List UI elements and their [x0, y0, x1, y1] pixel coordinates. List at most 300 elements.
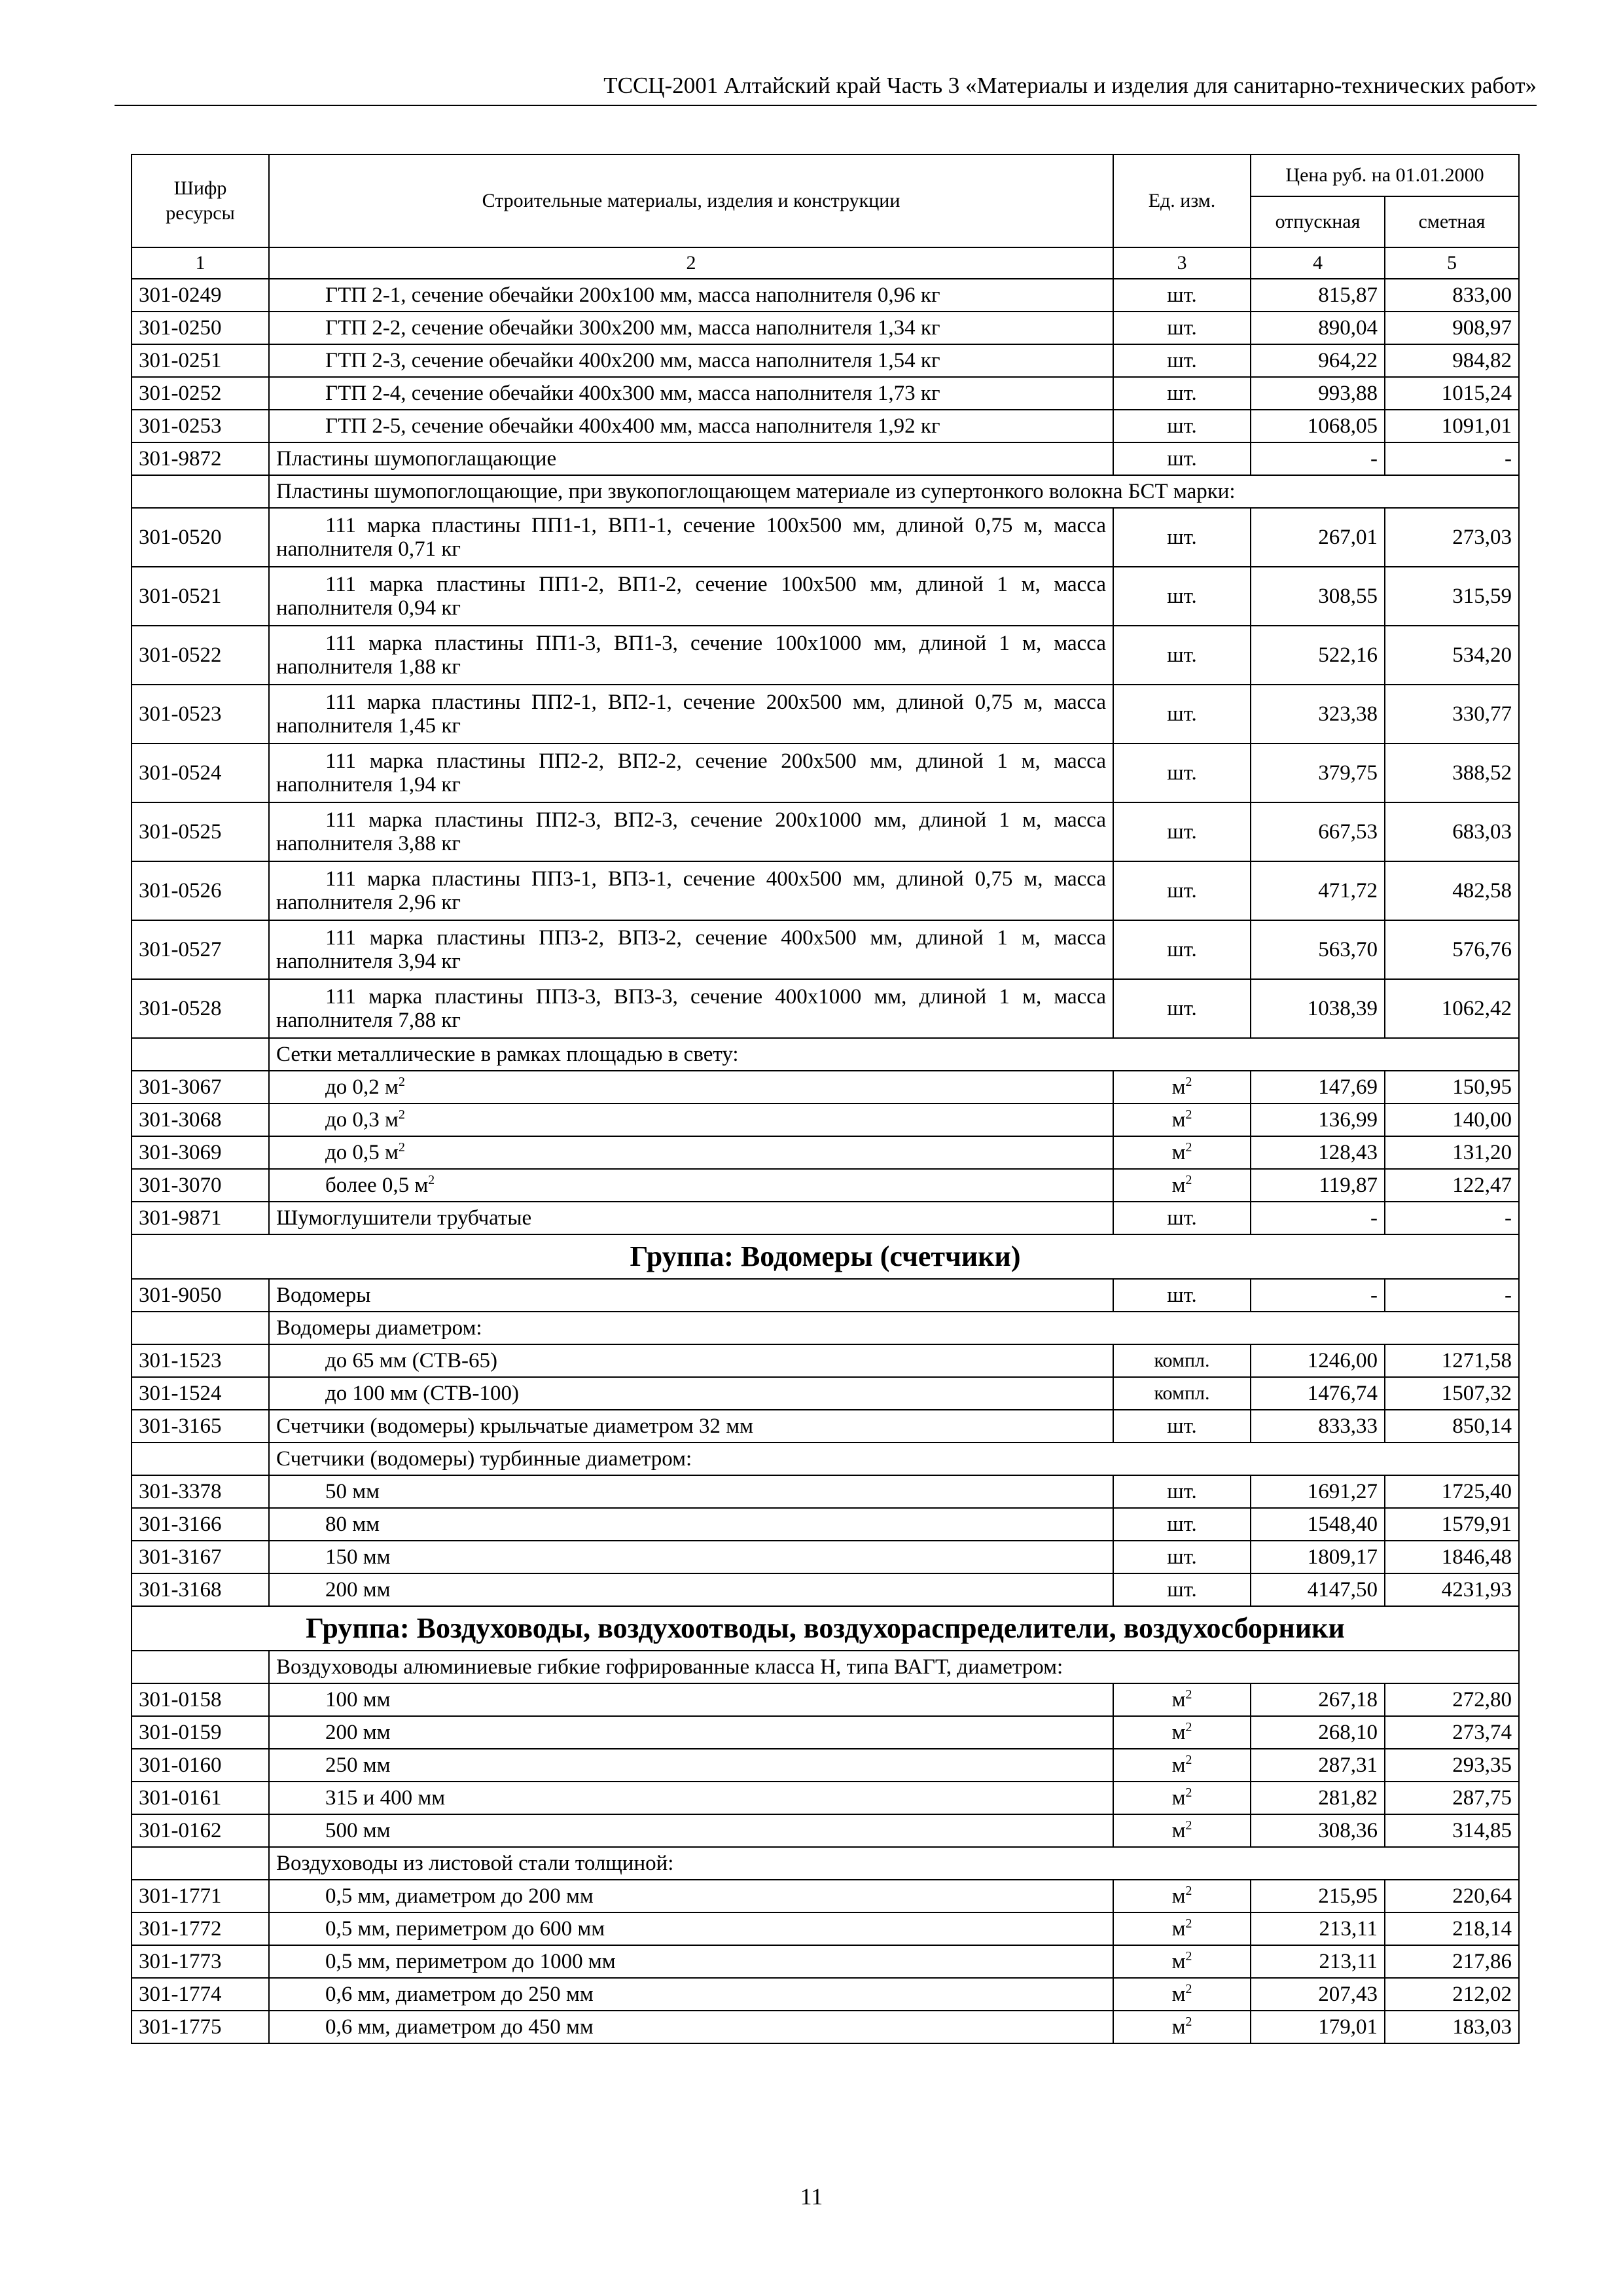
code-cell: 301-1772: [132, 1912, 269, 1945]
price-estimate-cell: 218,14: [1385, 1912, 1519, 1945]
unit-cell: [1113, 1912, 1251, 1945]
unit-cell: шт.: [1113, 685, 1251, 744]
cell-text: м: [1171, 1688, 1186, 1712]
unit-cell: [1113, 1978, 1251, 2011]
code-cell: 301-0252: [132, 377, 269, 410]
name-cell: 200 мм: [269, 1716, 1113, 1749]
cell-text: м: [1171, 1917, 1186, 1941]
table-row: [132, 1344, 1519, 1377]
price-release-cell: 128,43: [1251, 1136, 1385, 1169]
table-row: [132, 1573, 1519, 1606]
price-estimate-cell: 287,75: [1385, 1782, 1519, 1814]
price-estimate-cell: 1062,42: [1385, 979, 1519, 1038]
table-row: [132, 1945, 1519, 1978]
unit-cell: шт.: [1113, 1541, 1251, 1573]
price-estimate-cell: 131,20: [1385, 1136, 1519, 1169]
price-release-cell: 471,72: [1251, 861, 1385, 920]
price-release-cell: -: [1251, 1279, 1385, 1312]
superscript: 2: [1185, 1949, 1192, 1964]
cell-text: м: [1171, 1075, 1186, 1099]
price-release-cell: 993,88: [1251, 377, 1385, 410]
name-cell: ГТП 2-3, сечение обечайки 400х200 мм, масса наполнителя 1,54 кг: [269, 344, 1113, 377]
name-cell: 80 мм: [269, 1508, 1113, 1541]
price-estimate-cell: 314,85: [1385, 1814, 1519, 1847]
price-release-cell: 563,70: [1251, 920, 1385, 979]
section-title: Сетки металлические в рамках площадью в свету:: [269, 1038, 1519, 1071]
column-number: 2: [269, 247, 1113, 279]
section-title: Водомеры диаметром:: [269, 1312, 1519, 1344]
name-cell: ГТП 2-4, сечение обечайки 400х300 мм, масса наполнителя 1,73 кг: [269, 377, 1113, 410]
name-cell: 111 марка пластины ПП2-3, ВП2-3, сечение 200х1000 мм, длиной 1 м, масса наполнителя 3,88 кг: [269, 802, 1113, 861]
price-release-cell: 213,11: [1251, 1912, 1385, 1945]
price-release-cell: 833,33: [1251, 1410, 1385, 1443]
price-release-cell: 1809,17: [1251, 1541, 1385, 1573]
price-release-cell: 213,11: [1251, 1945, 1385, 1978]
price-estimate-cell: 140,00: [1385, 1103, 1519, 1136]
price-release-cell: 136,99: [1251, 1103, 1385, 1136]
price-release-cell: 964,22: [1251, 344, 1385, 377]
superscript: 2: [398, 1107, 405, 1122]
section-row: [132, 475, 1519, 508]
unit-cell: шт.: [1113, 410, 1251, 442]
section-row: [132, 1038, 1519, 1071]
cell-text: м: [1171, 1819, 1186, 1842]
table-row: [132, 626, 1519, 685]
code-cell: 301-1524: [132, 1377, 269, 1410]
name-cell: 111 марка пластины ПП3-3, ВП3-3, сечение 400х1000 мм, длиной 1 м, масса наполнителя 7,88 кг: [269, 979, 1113, 1038]
name-cell: Шумоглушители трубчатые: [269, 1202, 1113, 1234]
code-cell: 301-9871: [132, 1202, 269, 1234]
name-cell: 100 мм: [269, 1683, 1113, 1716]
unit-cell: шт.: [1113, 802, 1251, 861]
superscript: 2: [1185, 1884, 1192, 1898]
name-cell: [269, 1136, 1113, 1169]
price-estimate-cell: -: [1385, 1279, 1519, 1312]
table-row: [132, 508, 1519, 567]
unit-cell: [1113, 1169, 1251, 1202]
price-release-cell: 147,69: [1251, 1071, 1385, 1103]
name-cell: [269, 1169, 1113, 1202]
price-estimate-cell: 1725,40: [1385, 1475, 1519, 1508]
header-price-release: отпускная: [1251, 196, 1385, 247]
price-estimate-cell: 850,14: [1385, 1410, 1519, 1443]
name-cell: 111 марка пластины ПП1-2, ВП1-2, сечение 100х500 мм, длиной 1 м, масса наполнителя 0,94 кг: [269, 567, 1113, 626]
name-cell: 0,5 мм, периметром до 600 мм: [269, 1912, 1113, 1945]
section-row: [132, 1312, 1519, 1344]
name-cell: до 100 мм (СТВ-100): [269, 1377, 1113, 1410]
price-estimate-cell: 984,82: [1385, 344, 1519, 377]
code-cell: 301-0158: [132, 1683, 269, 1716]
column-number: 4: [1251, 247, 1385, 279]
cell-text: м: [1171, 1174, 1186, 1197]
price-release-cell: 281,82: [1251, 1782, 1385, 1814]
table-row: [132, 802, 1519, 861]
superscript: 2: [1185, 1107, 1192, 1122]
unit-cell: [1113, 1782, 1251, 1814]
price-release-cell: 1246,00: [1251, 1344, 1385, 1377]
name-cell: 250 мм: [269, 1749, 1113, 1782]
price-release-cell: 308,55: [1251, 567, 1385, 626]
price-estimate-cell: 217,86: [1385, 1945, 1519, 1978]
name-cell: Водомеры: [269, 1279, 1113, 1312]
price-estimate-cell: 220,64: [1385, 1880, 1519, 1912]
price-estimate-cell: 273,03: [1385, 508, 1519, 567]
price-release-cell: 379,75: [1251, 744, 1385, 802]
price-release-cell: 215,95: [1251, 1880, 1385, 1912]
name-cell: ГТП 2-2, сечение обечайки 300х200 мм, масса наполнителя 1,34 кг: [269, 312, 1113, 344]
table-row: [132, 1880, 1519, 1912]
unit-cell: шт.: [1113, 979, 1251, 1038]
cell-text: м: [1171, 1141, 1186, 1164]
code-cell: [132, 1443, 269, 1475]
price-estimate-cell: 534,20: [1385, 626, 1519, 685]
superscript: 2: [1185, 1140, 1192, 1155]
header-price-estimate: сметная: [1385, 196, 1519, 247]
price-release-cell: 1691,27: [1251, 1475, 1385, 1508]
name-cell: 111 марка пластины ПП2-1, ВП2-1, сечение 200х500 мм, длиной 0,75 м, масса наполнителя 1,45 кг: [269, 685, 1113, 744]
table-row: [132, 1475, 1519, 1508]
cell-text: м: [1171, 2015, 1186, 2039]
name-cell: 111 марка пластины ПП2-2, ВП2-2, сечение 200х500 мм, длиной 1 м, масса наполнителя 1,94 кг: [269, 744, 1113, 802]
unit-cell: шт.: [1113, 377, 1251, 410]
code-cell: 301-0161: [132, 1782, 269, 1814]
table-row: [132, 1716, 1519, 1749]
cell-text: м: [1171, 1982, 1186, 2006]
cell-text: до 0,5 м: [325, 1141, 399, 1164]
code-cell: 301-0251: [132, 344, 269, 377]
price-estimate-cell: 908,97: [1385, 312, 1519, 344]
code-cell: 301-0250: [132, 312, 269, 344]
cell-text: более 0,5 м: [325, 1174, 429, 1197]
name-cell: ГТП 2-1, сечение обечайки 200х100 мм, масса наполнителя 0,96 кг: [269, 279, 1113, 312]
unit-cell: шт.: [1113, 279, 1251, 312]
name-cell: 111 марка пластины ПП3-2, ВП3-2, сечение 400х500 мм, длиной 1 м, масса наполнителя 3,94 кг: [269, 920, 1113, 979]
price-release-cell: 667,53: [1251, 802, 1385, 861]
table-row: [132, 1814, 1519, 1847]
unit-cell: [1113, 1716, 1251, 1749]
code-cell: 301-1775: [132, 2011, 269, 2043]
price-estimate-cell: 1271,58: [1385, 1344, 1519, 1377]
price-release-cell: 267,18: [1251, 1683, 1385, 1716]
price-release-cell: 4147,50: [1251, 1573, 1385, 1606]
code-cell: 301-1774: [132, 1978, 269, 2011]
code-cell: 301-0520: [132, 508, 269, 567]
code-cell: 301-1773: [132, 1945, 269, 1978]
price-estimate-cell: 1015,24: [1385, 377, 1519, 410]
code-cell: 301-3167: [132, 1541, 269, 1573]
code-cell: 301-0253: [132, 410, 269, 442]
code-cell: 301-3070: [132, 1169, 269, 1202]
table-row: [132, 1071, 1519, 1103]
price-release-cell: 1476,74: [1251, 1377, 1385, 1410]
group-title: Группа: Водомеры (счетчики): [132, 1234, 1519, 1279]
name-cell: 0,5 мм, диаметром до 200 мм: [269, 1880, 1113, 1912]
price-estimate-cell: 122,47: [1385, 1169, 1519, 1202]
code-cell: 301-0523: [132, 685, 269, 744]
column-number: 3: [1113, 247, 1251, 279]
header-code: Шифр ресурсы: [132, 154, 269, 247]
price-release-cell: -: [1251, 1202, 1385, 1234]
name-cell: 111 марка пластины ПП3-1, ВП3-1, сечение 400х500 мм, длиной 0,75 м, масса наполнителя 2,96 кг: [269, 861, 1113, 920]
code-cell: [132, 1038, 269, 1071]
table-row: [132, 279, 1519, 312]
unit-cell: шт.: [1113, 861, 1251, 920]
price-release-cell: 287,31: [1251, 1749, 1385, 1782]
cell-text: до 0,3 м: [325, 1108, 399, 1132]
price-table: [131, 154, 1520, 2044]
code-cell: [132, 1651, 269, 1683]
price-estimate-cell: 150,95: [1385, 1071, 1519, 1103]
table-row: [132, 1103, 1519, 1136]
table-row: [132, 2011, 1519, 2043]
column-number-row: [132, 247, 1519, 279]
unit-cell: [1113, 1071, 1251, 1103]
table-row: [132, 744, 1519, 802]
table-row: [132, 1169, 1519, 1202]
unit-cell: шт.: [1113, 1410, 1251, 1443]
unit-cell: шт.: [1113, 1573, 1251, 1606]
name-cell: 200 мм: [269, 1573, 1113, 1606]
price-release-cell: 1038,39: [1251, 979, 1385, 1038]
header-name: Строительные материалы, изделия и конструкции: [269, 154, 1113, 247]
table-row: [132, 344, 1519, 377]
price-estimate-cell: -: [1385, 442, 1519, 475]
section-row: [132, 1443, 1519, 1475]
code-cell: 301-0160: [132, 1749, 269, 1782]
table-row: [132, 1136, 1519, 1169]
unit-cell: шт.: [1113, 567, 1251, 626]
code-cell: [132, 475, 269, 508]
superscript: 2: [1185, 1818, 1192, 1833]
unit-cell: [1113, 1749, 1251, 1782]
cell-text: м: [1171, 1721, 1186, 1744]
price-estimate-cell: 293,35: [1385, 1749, 1519, 1782]
header-price: Цена руб. на 01.01.2000: [1251, 154, 1519, 196]
code-cell: 301-0524: [132, 744, 269, 802]
section-row: [132, 1651, 1519, 1683]
section-title: Пластины шумопоглощающие, при звукопоглощающем материале из супертонкого волокна БСТ марки:: [269, 475, 1519, 508]
superscript: 2: [1185, 1916, 1192, 1931]
price-estimate-cell: 388,52: [1385, 744, 1519, 802]
unit-cell: шт.: [1113, 744, 1251, 802]
code-cell: 301-0249: [132, 279, 269, 312]
price-estimate-cell: 330,77: [1385, 685, 1519, 744]
table-row: [132, 442, 1519, 475]
price-release-cell: 207,43: [1251, 1978, 1385, 2011]
superscript: 2: [428, 1173, 435, 1187]
price-release-cell: 268,10: [1251, 1716, 1385, 1749]
table-row: [132, 1683, 1519, 1716]
price-release-cell: 1068,05: [1251, 410, 1385, 442]
section-row: [132, 1847, 1519, 1880]
superscript: 2: [1185, 1720, 1192, 1734]
column-number: 5: [1385, 247, 1519, 279]
price-estimate-cell: 1091,01: [1385, 410, 1519, 442]
price-table-body: [132, 154, 1519, 2043]
running-header: ТССЦ-2001 Алтайский край Часть 3 «Материалы и изделия для санитарно-технических работ»: [603, 73, 1537, 98]
cell-text: м: [1171, 1753, 1186, 1777]
unit-cell: шт.: [1113, 442, 1251, 475]
unit-cell: шт.: [1113, 920, 1251, 979]
code-cell: 301-3168: [132, 1573, 269, 1606]
name-cell: 0,6 мм, диаметром до 450 мм: [269, 2011, 1113, 2043]
header-unit: Ед. изм.: [1113, 154, 1251, 247]
price-release-cell: 119,87: [1251, 1169, 1385, 1202]
price-release-cell: 815,87: [1251, 279, 1385, 312]
code-cell: 301-3069: [132, 1136, 269, 1169]
price-estimate-cell: 315,59: [1385, 567, 1519, 626]
superscript: 2: [1185, 1173, 1192, 1187]
unit-cell: [1113, 2011, 1251, 2043]
name-cell: 500 мм: [269, 1814, 1113, 1847]
page-number: 11: [800, 2183, 823, 2210]
code-cell: 301-0528: [132, 979, 269, 1038]
code-cell: 301-0162: [132, 1814, 269, 1847]
price-release-cell: -: [1251, 442, 1385, 475]
table-row: [132, 1978, 1519, 2011]
table-row: [132, 1410, 1519, 1443]
table-row: [132, 1202, 1519, 1234]
unit-cell: шт.: [1113, 1475, 1251, 1508]
code-cell: 301-0525: [132, 802, 269, 861]
unit-cell: [1113, 1103, 1251, 1136]
price-release-cell: 522,16: [1251, 626, 1385, 685]
superscript: 2: [398, 1075, 405, 1089]
table-row: [132, 1508, 1519, 1541]
code-cell: 301-3068: [132, 1103, 269, 1136]
unit-cell: шт.: [1113, 312, 1251, 344]
table-row: [132, 920, 1519, 979]
superscript: 2: [1185, 1785, 1192, 1800]
group-heading-row: [132, 1234, 1519, 1279]
table-row: [132, 377, 1519, 410]
column-number: 1: [132, 247, 269, 279]
price-release-cell: 1548,40: [1251, 1508, 1385, 1541]
unit-cell: шт.: [1113, 626, 1251, 685]
unit-cell: шт.: [1113, 1279, 1251, 1312]
cell-text: м: [1171, 1108, 1186, 1132]
price-release-cell: 267,01: [1251, 508, 1385, 567]
unit-cell: [1113, 1880, 1251, 1912]
price-estimate-cell: 833,00: [1385, 279, 1519, 312]
unit-cell: компл.: [1113, 1377, 1251, 1410]
table-row: [132, 1782, 1519, 1814]
unit-cell: [1113, 1814, 1251, 1847]
cell-text: м: [1171, 1884, 1186, 1908]
price-estimate-cell: -: [1385, 1202, 1519, 1234]
price-estimate-cell: 183,03: [1385, 2011, 1519, 2043]
table-row: [132, 1377, 1519, 1410]
cell-text: м: [1171, 1950, 1186, 1973]
superscript: 2: [1185, 1753, 1192, 1767]
header-divider: [115, 105, 1537, 106]
code-cell: [132, 1312, 269, 1344]
name-cell: ГТП 2-5, сечение обечайки 400х400 мм, масса наполнителя 1,92 кг: [269, 410, 1113, 442]
table-row: [132, 1912, 1519, 1945]
table-row: [132, 567, 1519, 626]
code-cell: 301-3378: [132, 1475, 269, 1508]
price-release-cell: 890,04: [1251, 312, 1385, 344]
price-release-cell: 323,38: [1251, 685, 1385, 744]
table-header-row: [132, 154, 1519, 196]
superscript: 2: [398, 1140, 405, 1155]
price-estimate-cell: 4231,93: [1385, 1573, 1519, 1606]
code-cell: 301-3166: [132, 1508, 269, 1541]
unit-cell: шт.: [1113, 1508, 1251, 1541]
section-title: Счетчики (водомеры) турбинные диаметром:: [269, 1443, 1519, 1475]
code-cell: 301-0527: [132, 920, 269, 979]
table-row: [132, 979, 1519, 1038]
section-title: Воздуховоды из листовой стали толщиной:: [269, 1847, 1519, 1880]
code-cell: 301-1771: [132, 1880, 269, 1912]
table-row: [132, 410, 1519, 442]
table-row: [132, 1541, 1519, 1573]
table-row: [132, 1749, 1519, 1782]
name-cell: 50 мм: [269, 1475, 1113, 1508]
price-estimate-cell: 273,74: [1385, 1716, 1519, 1749]
code-cell: 301-1523: [132, 1344, 269, 1377]
price-release-cell: 308,36: [1251, 1814, 1385, 1847]
unit-cell: [1113, 1945, 1251, 1978]
name-cell: до 65 мм (СТВ-65): [269, 1344, 1113, 1377]
price-release-cell: 179,01: [1251, 2011, 1385, 2043]
superscript: 2: [1185, 1982, 1192, 1996]
price-estimate-cell: 1579,91: [1385, 1508, 1519, 1541]
superscript: 2: [1185, 1075, 1192, 1089]
table-row: [132, 312, 1519, 344]
table-row: [132, 1279, 1519, 1312]
cell-text: м: [1171, 1786, 1186, 1810]
name-cell: 111 марка пластины ПП1-1, ВП1-1, сечение 100х500 мм, длиной 0,75 м, масса наполнителя 0,71 кг: [269, 508, 1113, 567]
price-estimate-cell: 212,02: [1385, 1978, 1519, 2011]
name-cell: 315 и 400 мм: [269, 1782, 1113, 1814]
price-estimate-cell: 576,76: [1385, 920, 1519, 979]
code-cell: 301-3067: [132, 1071, 269, 1103]
code-cell: 301-0521: [132, 567, 269, 626]
section-title: Воздуховоды алюминиевые гибкие гофрированные класса Н, типа ВАГТ, диаметром:: [269, 1651, 1519, 1683]
code-cell: [132, 1847, 269, 1880]
group-heading-row: [132, 1606, 1519, 1651]
unit-cell: шт.: [1113, 508, 1251, 567]
code-cell: 301-0526: [132, 861, 269, 920]
unit-cell: шт.: [1113, 1202, 1251, 1234]
name-cell: [269, 1103, 1113, 1136]
name-cell: Счетчики (водомеры) крыльчатые диаметром 32 мм: [269, 1410, 1113, 1443]
price-estimate-cell: 482,58: [1385, 861, 1519, 920]
price-estimate-cell: 1846,48: [1385, 1541, 1519, 1573]
table-row: [132, 861, 1519, 920]
unit-cell: [1113, 1683, 1251, 1716]
name-cell: [269, 1071, 1113, 1103]
cell-text: до 0,2 м: [325, 1075, 399, 1099]
unit-cell: [1113, 1136, 1251, 1169]
name-cell: Пластины шумопоглащающие: [269, 442, 1113, 475]
superscript: 2: [1185, 1687, 1192, 1702]
code-cell: 301-0522: [132, 626, 269, 685]
unit-cell: шт.: [1113, 344, 1251, 377]
code-cell: 301-9872: [132, 442, 269, 475]
code-cell: 301-9050: [132, 1279, 269, 1312]
code-cell: 301-0159: [132, 1716, 269, 1749]
price-estimate-cell: 1507,32: [1385, 1377, 1519, 1410]
superscript: 2: [1185, 2015, 1192, 2029]
code-cell: 301-3165: [132, 1410, 269, 1443]
name-cell: 0,5 мм, периметром до 1000 мм: [269, 1945, 1113, 1978]
name-cell: 150 мм: [269, 1541, 1113, 1573]
table-row: [132, 685, 1519, 744]
price-estimate-cell: 272,80: [1385, 1683, 1519, 1716]
unit-cell: компл.: [1113, 1344, 1251, 1377]
